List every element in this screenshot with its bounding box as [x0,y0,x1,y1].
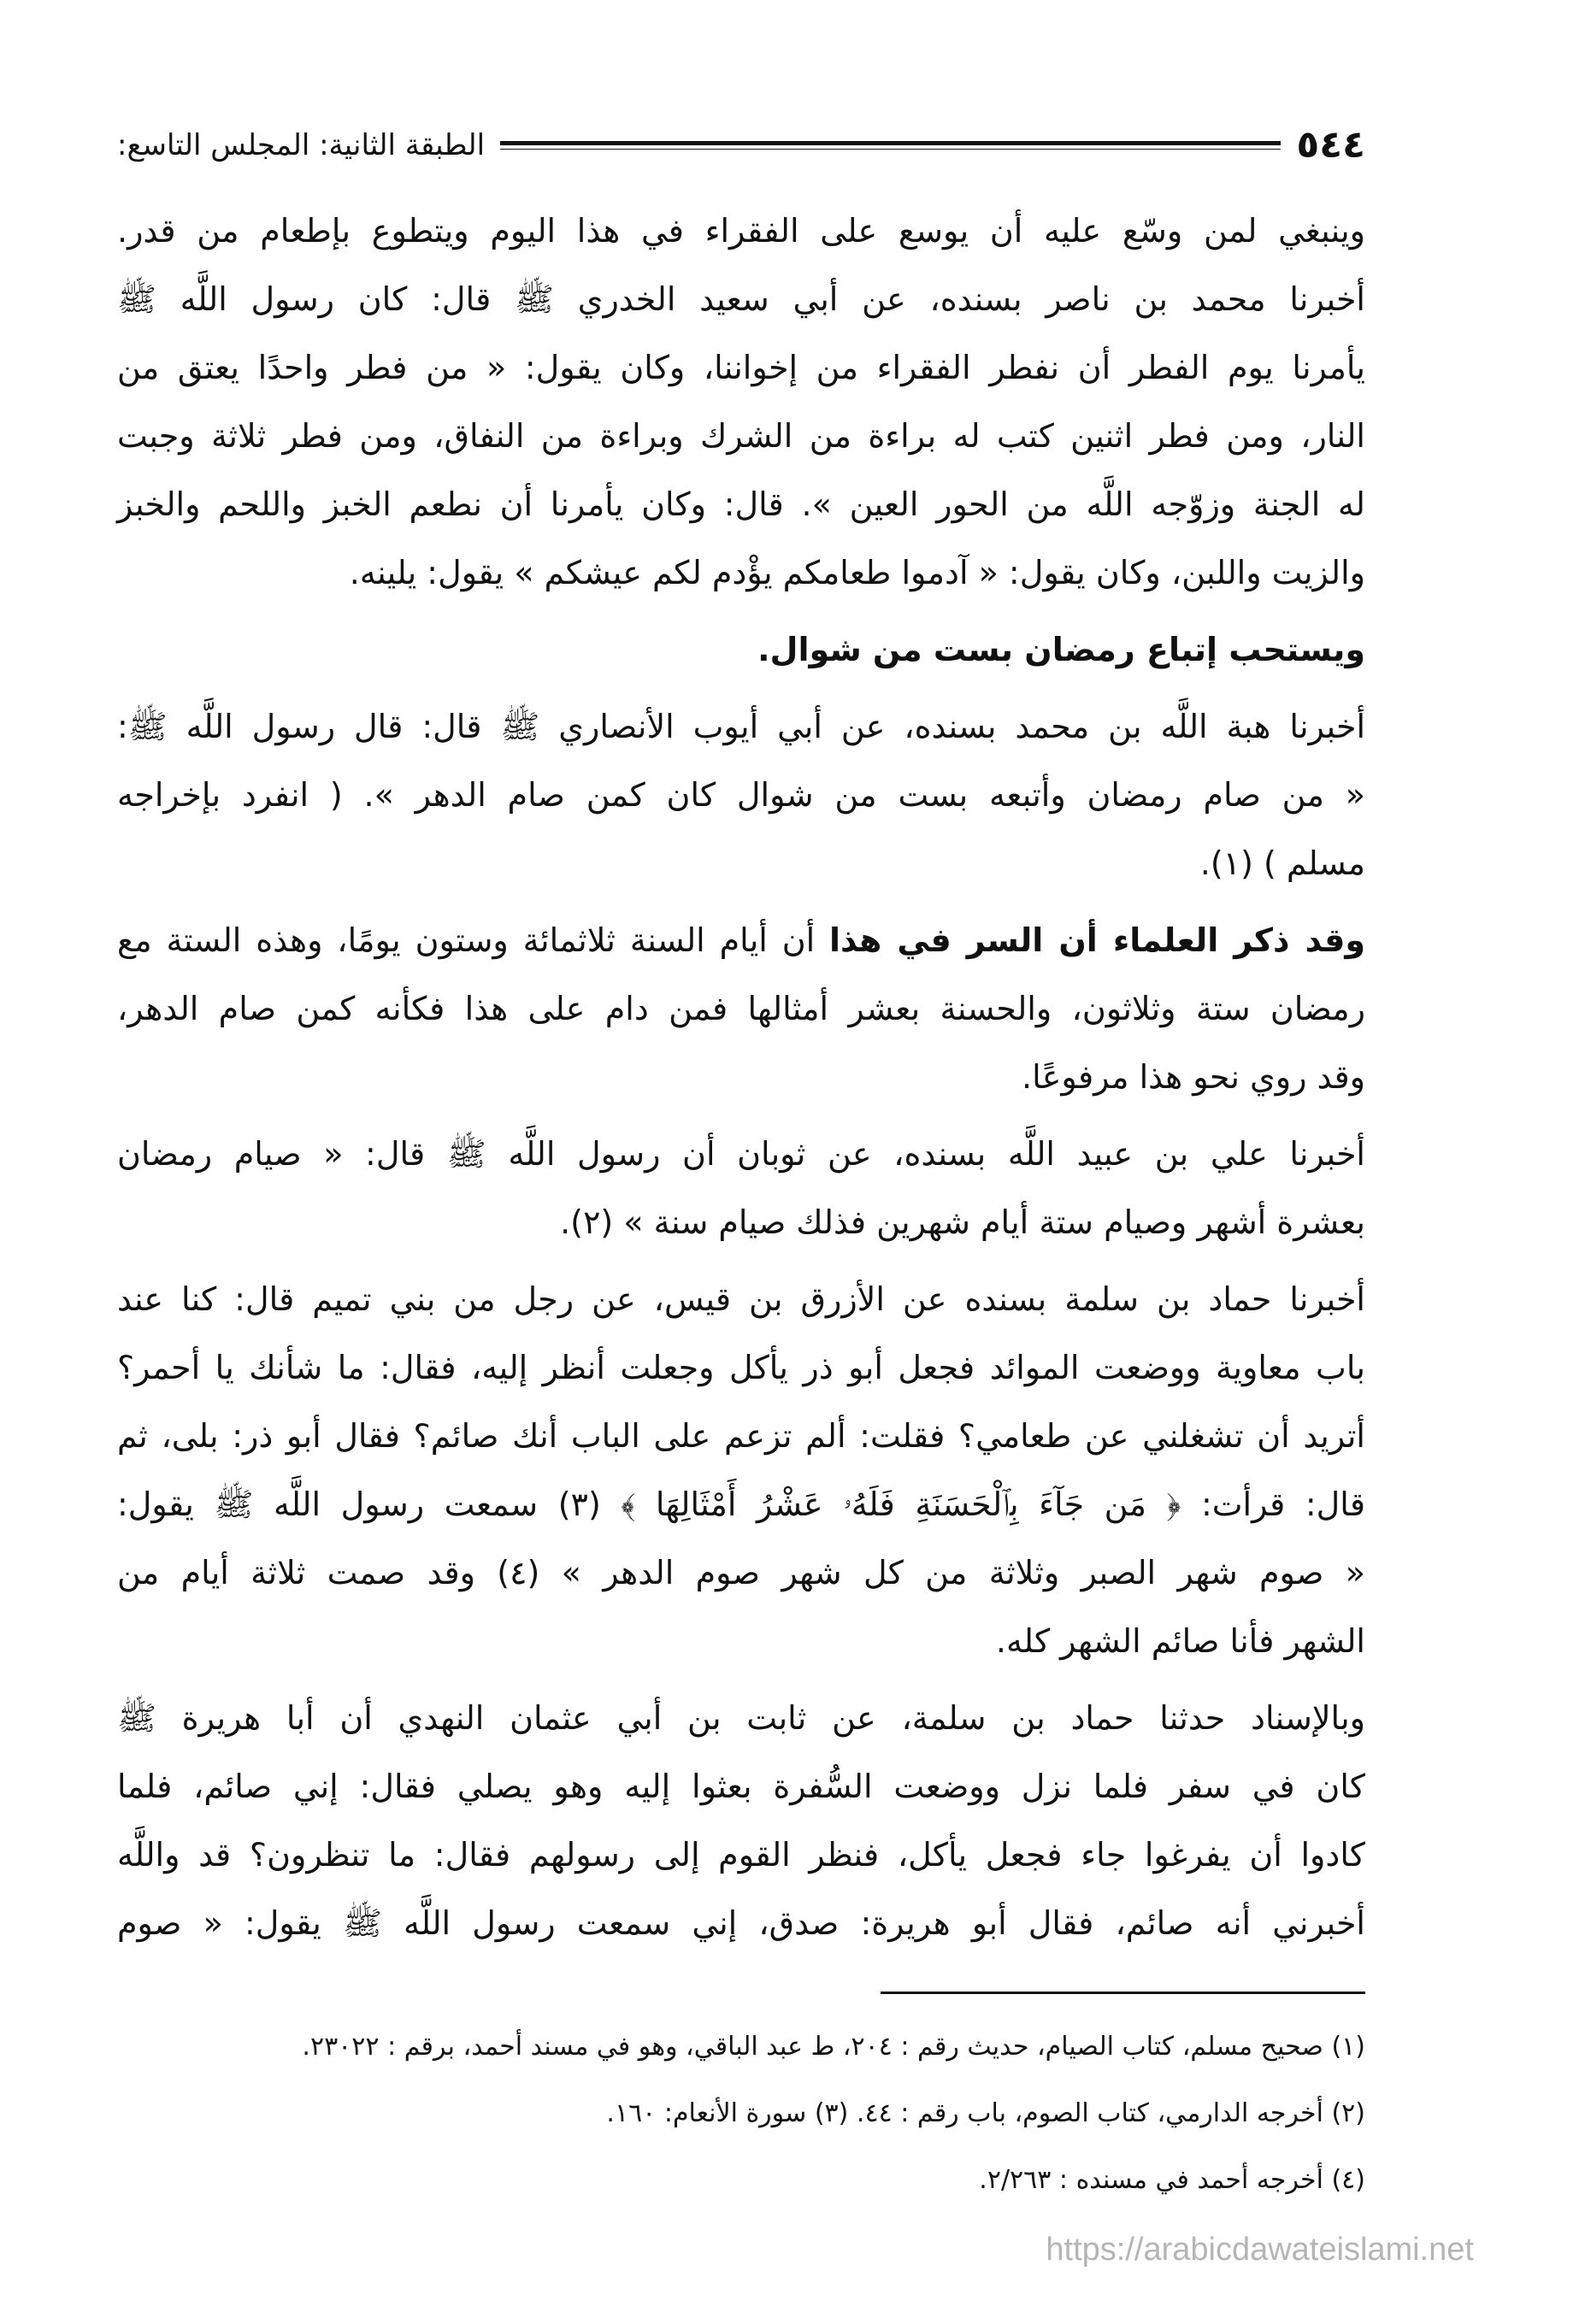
text-line: أتريد أن تشغلني عن طعامي؟ فقلت: ألم تزعم على الباب أنك صائم؟ فقال أبو ذر: بلى، ثم [117,1417,1365,1455]
text-line: مسلم ) (١). [1199,844,1365,882]
text-line: أخبرني أنه صائم، فقال أبو هريرة: صدق، إني سمعت رسول اللَّه ﷺ يقول: « صوم [117,1904,1365,1942]
text-line: رمضان ستة وثلاثون، والحسنة بعشر أمثالها فمن دام على هذا فكأنه كمن صام الدهر، [117,990,1365,1027]
footnotes [117,2020,1365,2220]
footnote: (١) صحيح مسلم، كتاب الصيام، حديث رقم : ٢٠٤، ط عبد الباقي، وهو في مسند أحمد، برقم : ٢٣٠٢٢. [302,2032,1365,2062]
footnote: (٢) أخرجه الدارمي، كتاب الصوم، باب رقم : ٤٤. (٣) سورة الأنعام: ١٦٠. [606,2098,1365,2128]
bold-lead: وقد ذكر العلماء أن السر في هذا [829,921,1365,959]
header-rule [500,141,1281,150]
section-heading: ويستحب إتباع رمضان بست من شوال. [757,631,1365,668]
text-line: وبالإسناد حدثنا حماد بن سلمة، عن ثابت بن أبي عثمان النهدي أن أبا هريرة ﷺ [117,1699,1365,1737]
text-line: أخبرنا حماد بن سلمة بسنده عن الأزرق بن قيس، عن رجل من بني تميم قال: كنا عند [117,1280,1365,1318]
page-number: ٥٤٤ [1296,123,1365,167]
text-line: والزيت واللبن، وكان يقول: « آدموا طعامكم يؤْدم لكم عيشكم » يقول: يلينه. [349,554,1365,591]
watermark-url: https://arabicdawateislami.net [1046,2232,1474,2268]
text-line: له الجنة وزوّجه اللَّه من الحور العين ». قال: وكان يأمرنا أن نطعم الخبز واللحم والخبز [117,485,1365,523]
text-line [117,906,1365,974]
text-line: وقد روي نحو هذا مرفوعًا. [1022,1058,1365,1096]
body-text [117,197,1365,1957]
text-line: أخبرنا علي بن عبيد اللَّه بسنده، عن ثوبان أن رسول اللَّه ﷺ قال: « صيام رمضان [117,1135,1365,1173]
text-line: قال: قرأت: ﴿ مَن جَآءَ بِٱلْحَسَنَةِ فَلَهُۥ عَشْرُ أَمْثَالِهَا ﴾ (٣) سمعت رسول اللَّه ﷺ يقول: [117,1486,1365,1523]
text-line: النار، ومن فطر اثنين كتب له براءة من الشرك وبراءة من النفاق، ومن فطر ثلاثة وجبت [117,417,1365,455]
text-line: بعشرة أشهر وصيام ستة أيام شهرين فذلك صيام سنة » (٢). [560,1203,1365,1241]
footnote: (٤) أخرجه أحمد في مسنده : ٢/٢٦٣. [979,2165,1365,2195]
text-line: « صوم شهر الصبر وثلاثة من كل شهر صوم الدهر » (٤) وقد صمت ثلاثة أيام من [117,1554,1366,1591]
text-line: أخبرنا محمد بن ناصر بسنده، عن أبي سعيد الخدري ﷺ قال: كان رسول اللَّه ﷺ [117,280,1365,318]
text-line: باب معاوية ووضعت الموائد فجعل أبو ذر يأكل وجعلت أنظر إليه، فقال: ما شأنك يا أحمر؟ [117,1349,1365,1386]
text-line: يأمرنا يوم الفطر أن نفطر الفقراء من إخواننا، وكان يقول: « من فطر واحدًا يعتق من [117,349,1365,386]
running-title: الطبقة الثانية: المجلس التاسع: [117,128,486,162]
text-line: « من صام رمضان وأتبعه بست من شوال كان كمن صام الدهر ». ( انفرد بإخراجه [117,776,1365,814]
text-line: وينبغي لمن وسّع عليه أن يوسع على الفقراء في هذا اليوم ويتطوع بإطعام من قدر. [117,212,1365,250]
footnote-rule [881,1992,1365,1994]
text-line-rest: أن أيام السنة ثلاثمائة وستون يومًا، وهذه الستة مع [117,921,816,959]
text-line: أخبرنا هبة اللَّه بن محمد بسنده، عن أبي أيوب الأنصاري ﷺ قال: قال رسول اللَّه ﷺ: [117,708,1365,745]
text-line: كان في سفر فلما نزل ووضعت السُّفرة بعثوا إليه وهو يصلي فقال: إني صائم، فلما [117,1768,1365,1805]
text-line: كادوا أن يفرغوا جاء فجعل يأكل، فنظر القوم إلى رسولهم فقال: ما تنظرون؟ قد واللَّه [117,1836,1365,1874]
running-header [117,120,1365,171]
text-line: الشهر فأنا صائم الشهر كله. [995,1622,1365,1660]
